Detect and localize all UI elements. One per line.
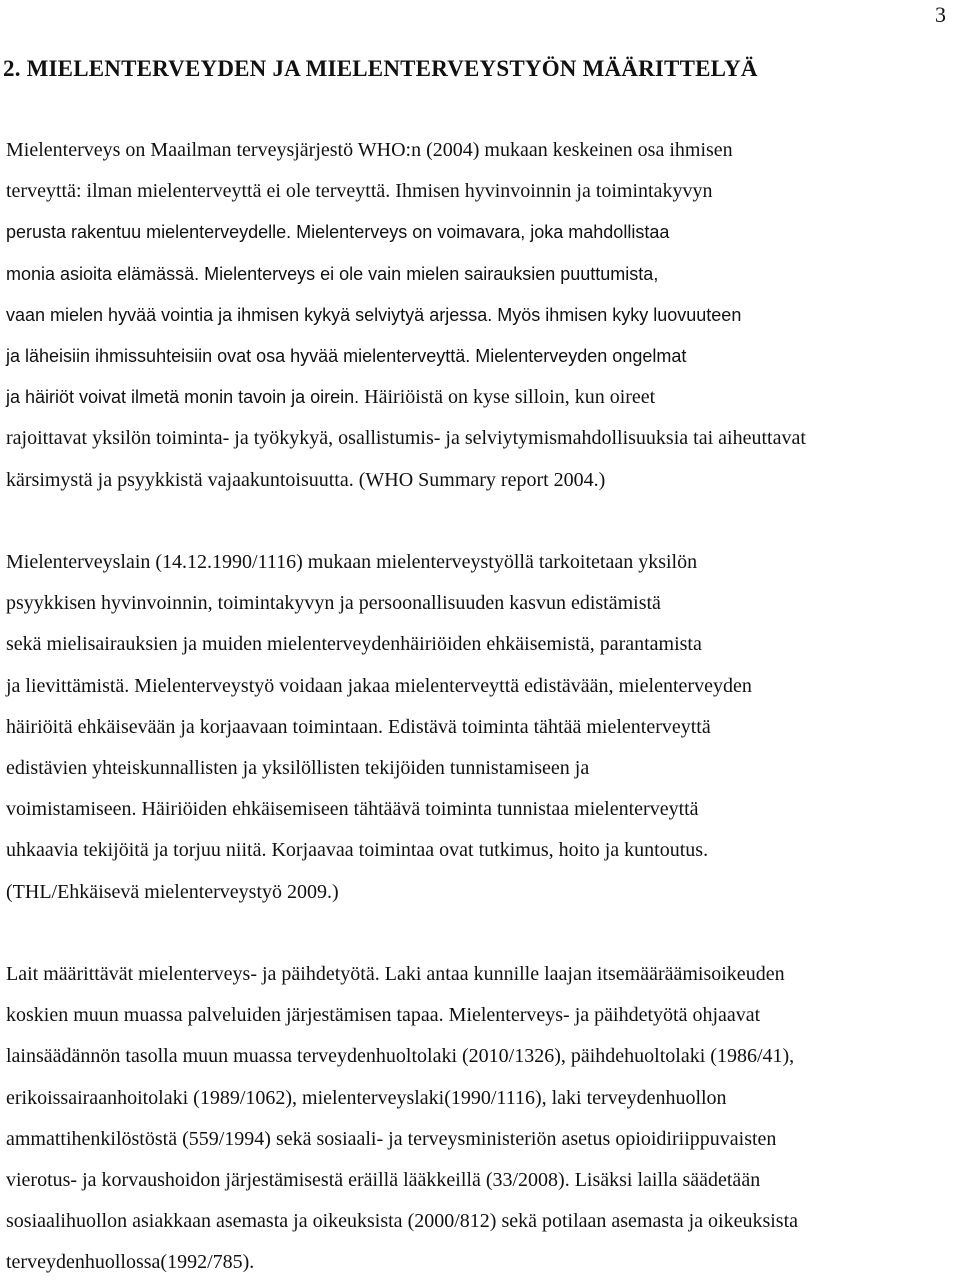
page-number: 3 bbox=[935, 2, 946, 27]
text-line bbox=[6, 171, 806, 212]
text-segment: sosiaalihuollon asiakkaan asemasta ja oikeuksista (2000/812) sekä potilaan asemasta ja oikeuksista bbox=[6, 1210, 799, 1233]
text-segment: Häiriöistä on kyse silloin, kun oireet bbox=[359, 386, 656, 409]
text-segment: vierotus- ja korvaushoidon järjestämisestä eräillä lääkkeillä (33/2008). Lisäksi lailla säädetään bbox=[6, 1168, 761, 1191]
text-line bbox=[6, 748, 752, 789]
text-segment: ja lievittämistä. Mielenterveystyö voidaan jakaa mielenterveyttä edistävään, mielenterveyden bbox=[6, 674, 752, 697]
text-segment: häiriöitä ehkäisevään ja korjaavaan toimintaan. Edistävä toiminta tähtää mielenterveyttä bbox=[6, 715, 711, 738]
text-segment: ja läheisiin ihmissuhteisiin ovat osa hyvää mielenterveyttä. Mielenterveyden ongelmat bbox=[6, 345, 687, 366]
text-segment: ammattihenkilöstöstä (559/1994) sekä sosiaali- ja terveysministeriön asetus opioidiriippuvaisten bbox=[6, 1127, 777, 1150]
text-segment: voimistamiseen. Häiriöiden ehkäisemiseen tähtäävä toiminta tunnistaa mielenterveyttä bbox=[6, 798, 699, 821]
text-segment: koskien muun muassa palveluiden järjestämisen tapaa. Mielenterveys- ja päihdetyötä ohjaavat bbox=[6, 1004, 761, 1027]
text-line bbox=[6, 995, 798, 1036]
text-line bbox=[6, 336, 806, 377]
text-line bbox=[6, 1242, 798, 1283]
text-segment: monia asioita elämässä. Mielenterveys ei ole vain mielen sairauksien puuttumista, bbox=[6, 263, 659, 284]
text-segment: kärsimystä ja psyykkistä vajaakuntoisuutta. (WHO Summary report 2004.) bbox=[6, 468, 606, 491]
text-line bbox=[6, 1201, 798, 1242]
text-line bbox=[6, 1036, 798, 1077]
text-segment: lainsäädännön tasolla muun muassa terveydenhuoltolaki (2010/1326), päihdehuoltolaki (1986/41), bbox=[6, 1045, 795, 1068]
text-line bbox=[6, 1078, 798, 1119]
text-segment: uhkaavia tekijöitä ja torjuu niitä. Korjaavaa toimintaa ovat tutkimus, hoito ja kuntoutus. bbox=[6, 839, 709, 862]
text-segment: (THL/Ehkäisevä mielenterveystyö 2009.) bbox=[6, 880, 339, 903]
text-segment: Mielenterveys on Maailman terveysjärjestö WHO:n (2004) mukaan keskeinen osa ihmisen bbox=[6, 139, 733, 161]
text-segment: terveyttä: ilman mielenterveyttä ei ole terveyttä. Ihmisen hyvinvoinnin ja toimintakyvyn bbox=[6, 180, 713, 203]
text-line bbox=[6, 830, 752, 871]
text-line bbox=[6, 212, 806, 253]
paragraph-who-definition bbox=[6, 130, 806, 501]
text-line bbox=[6, 130, 806, 171]
text-line bbox=[6, 707, 752, 748]
text-segment: terveydenhuollossa(1992/785). bbox=[6, 1251, 255, 1274]
text-line bbox=[6, 542, 752, 583]
text-line bbox=[6, 583, 752, 624]
section-heading: 2. MIELENTERVEYDEN JA MIELENTERVEYSTYÖN MÄÄRITTELYÄ bbox=[3, 56, 758, 81]
text-line bbox=[6, 624, 752, 665]
paragraph-mental-health-act bbox=[6, 542, 752, 913]
text-line bbox=[6, 872, 752, 913]
text-segment: sekä mielisairauksien ja muiden mielenterveydenhäiriöiden ehkäisemistä, parantamista bbox=[6, 633, 702, 656]
text-line bbox=[6, 418, 806, 459]
text-line bbox=[6, 666, 752, 707]
text-line bbox=[6, 1119, 798, 1160]
text-line bbox=[6, 460, 806, 501]
text-line bbox=[6, 789, 752, 830]
text-segment: psyykkisen hyvinvoinnin, toimintakyvyn ja persoonallisuuden kasvun edistämistä bbox=[6, 592, 661, 615]
text-line bbox=[6, 954, 798, 995]
text-segment: Lait määrittävät mielenterveys- ja päihdetyötä. Laki antaa kunnille laajan itsemääräämisoikeuden bbox=[6, 963, 785, 985]
text-line bbox=[6, 377, 806, 418]
text-segment: Mielenterveyslain (14.12.1990/1116) mukaan mielenterveystyöllä tarkoitetaan yksilön bbox=[6, 551, 698, 573]
text-segment: erikoissairaanhoitolaki (1989/1062), mielenterveyslaki(1990/1116), laki terveydenhuollon bbox=[6, 1086, 727, 1109]
text-segment: perusta rakentuu mielenterveydelle. Mielenterveys on voimavara, joka mahdollistaa bbox=[6, 222, 670, 243]
paragraph-legislation bbox=[6, 954, 798, 1284]
text-line bbox=[6, 295, 806, 336]
text-segment: edistävien yhteiskunnallisten ja yksilöllisten tekijöiden tunnistamiseen ja bbox=[6, 756, 590, 779]
text-segment: ja häiriöt voivat ilmetä monin tavoin ja oirein. bbox=[6, 387, 360, 408]
text-line bbox=[6, 254, 806, 295]
text-line bbox=[6, 1160, 798, 1201]
text-segment: vaan mielen hyvää vointia ja ihmisen kykyä selviytyä arjessa. Myös ihmisen kyky luovuuteen bbox=[6, 304, 742, 325]
text-segment: rajoittavat yksilön toiminta- ja työkykyä, osallistumis- ja selviytymismahdollisuuksia tai aiheuttavat bbox=[6, 427, 806, 450]
